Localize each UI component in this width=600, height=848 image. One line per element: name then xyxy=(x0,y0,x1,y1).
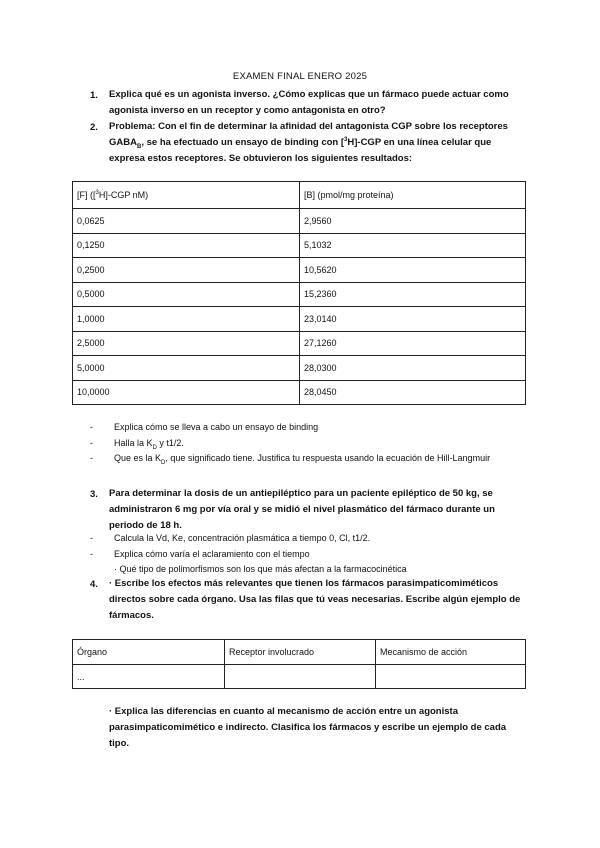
question-4-text xyxy=(109,576,549,624)
task-kd-sub: D xyxy=(152,444,157,451)
question-3-tasks xyxy=(90,531,370,562)
exam-title: EXAMEN FINAL ENERO 2025 xyxy=(232,71,368,82)
bound-concentration-cell: 2,9560 xyxy=(300,209,526,234)
question-2-line-2-end: H]-CGP en una línea celular que xyxy=(347,137,492,148)
question-1-text xyxy=(109,87,549,119)
table-row xyxy=(73,331,526,356)
bound-concentration-cell: 28,0450 xyxy=(300,380,526,405)
list-item: - Explica cómo se lleva a cabo un ensayo de binding xyxy=(90,422,319,432)
binding-data-table xyxy=(72,181,526,405)
table-row xyxy=(73,665,526,689)
question-5-line-3: tipo. xyxy=(109,738,130,749)
bound-concentration-cell: 15,2360 xyxy=(300,282,526,307)
binding-header-free-sup: 3 xyxy=(95,190,99,196)
free-concentration-cell: 0,5000 xyxy=(73,282,300,307)
question-1-line-2: agonista inverso en un receptor y como antagonista en otro? xyxy=(109,105,386,116)
free-concentration-cell: 0,1250 xyxy=(73,233,300,258)
organ-cell-receptor xyxy=(225,665,376,689)
binding-header-bound: [B] (pmol/mg proteína) xyxy=(300,182,526,209)
task-kd-b: y t1/2. xyxy=(156,437,184,448)
question-5-line-1: · Explica las diferencias en cuanto al mecanismo de acción entre un agonista xyxy=(109,706,458,717)
question-4-line-1: · Escribe los efectos más relevantes que tienen los fármacos parasimpaticomiméticos xyxy=(109,578,499,589)
bound-concentration-cell: 23,0140 xyxy=(300,307,526,332)
question-4-line-2: directos sobre cada órgano. Usa las filas que tú veas necesarias. Escribe algún ejemplo de xyxy=(109,594,521,605)
question-5-line-2: parasimpaticomimético e indirecto. Clasifica los fármacos y escribe un ejemplo de cada xyxy=(109,722,507,733)
bound-concentration-cell: 27,1260 xyxy=(300,331,526,356)
question-1-line-1: Explica qué es un agonista inverso. ¿Cómo explicas que un fármaco puede actuar como xyxy=(109,89,509,100)
question-5-text xyxy=(109,704,549,752)
table-row xyxy=(73,233,526,258)
table-row xyxy=(73,258,526,283)
table-row xyxy=(73,380,526,405)
free-concentration-cell: 0,2500 xyxy=(73,258,300,283)
organ-header-mechanism: Mecanismo de acción xyxy=(376,640,526,665)
organ-header-organ: Órgano xyxy=(73,640,225,665)
free-concentration-cell: 0,0625 xyxy=(73,209,300,234)
task-kd-meaning-b: , que significado tiene. Justifica tu respuesta usando la ecuación de Hill-Langmuir xyxy=(165,453,491,463)
organ-cell-mechanism xyxy=(376,665,526,689)
bound-concentration-cell: 5,1032 xyxy=(300,233,526,258)
list-item: - Halla la $K_D$ y t1/2. xyxy=(90,437,184,451)
free-concentration-cell: 1,0000 xyxy=(73,307,300,332)
question-2-line-1: Problema: Con el fin de determinar la afinidad del antagonista CGP sobre los receptores xyxy=(109,121,508,132)
task-binding-assay: Explica cómo se lleva a cabo un ensayo de binding xyxy=(114,422,319,432)
free-concentration-cell: 2,5000 xyxy=(73,331,300,356)
table-row xyxy=(73,209,526,234)
task-kd-meaning-sub: D xyxy=(161,459,166,466)
table-row xyxy=(73,282,526,307)
question-2-gaba-sub: B xyxy=(136,143,142,150)
organ-header-receptor: Receptor involucrado xyxy=(225,640,376,665)
question-3-line-2: administraron 6 mg por vía oral y se midió el nivel plasmático del fármaco durante un xyxy=(109,504,495,515)
task-kd-a: Halla la K xyxy=(114,437,153,448)
task-clearance: Explica cómo varía el aclaramiento con el tiempo xyxy=(114,548,310,559)
binding-header-free-a: [F] ([ xyxy=(77,190,96,200)
list-item: - Explica cómo varía el aclaramiento con el tiempo xyxy=(90,548,310,559)
free-concentration-cell: 5,0000 xyxy=(73,356,300,381)
question-2-line-3: expresa estos receptores. Se obtuvieron los siguientes resultados: xyxy=(109,153,413,164)
question-3-number: 3. xyxy=(90,489,98,500)
question-4-number: 4. xyxy=(90,579,98,590)
table-row xyxy=(73,356,526,381)
question-2-tasks xyxy=(90,420,490,467)
organ-cell: ... xyxy=(73,665,225,689)
question-2-line-2 xyxy=(109,135,549,151)
binding-header-free-b: H]-CGP nM) xyxy=(98,190,149,200)
task-polymorphisms: · Qué tipo de polimorfismos son los que más afectan a la farmacocinética xyxy=(114,564,407,574)
binding-table-header-row xyxy=(73,182,526,209)
question-4-line-3: fármacos. xyxy=(109,610,154,621)
bound-concentration-cell: 10,5620 xyxy=(300,258,526,283)
organ-table xyxy=(72,639,526,689)
free-concentration-cell: 10,0000 xyxy=(73,380,300,405)
task-kd-meaning-a: Que es la K xyxy=(114,453,162,463)
question-2-gaba: GABA xyxy=(109,137,137,148)
question-3-line-1: Para determinar la dosis de un antiepiléptico para un paciente epiléptico de 50 kg, se xyxy=(109,488,493,499)
question-2-text xyxy=(109,119,549,167)
task-pk-calc: Calcula la Vd, Ke, concentración plasmática a tiempo 0, Cl, t1/2. xyxy=(114,533,371,543)
list-item: - Calcula la Vd, Ke, concentración plasmática a tiempo 0, Cl, t1/2. xyxy=(90,533,371,543)
question-2-tritium-sup: 3 xyxy=(344,136,348,143)
organ-table-header-row xyxy=(73,640,526,665)
binding-header-free xyxy=(73,182,300,209)
question-1-number: 1. xyxy=(90,90,98,101)
question-3-text xyxy=(109,486,549,534)
question-3-line-3: periodo de 18 h. xyxy=(109,520,182,531)
table-row xyxy=(73,307,526,332)
bound-concentration-cell: 28,0300 xyxy=(300,356,526,381)
question-2-number: 2. xyxy=(90,122,98,133)
question-2-line-2-mid: , se ha efectuado un ensayo de binding con [ xyxy=(141,137,345,148)
list-item: - Que es la $K_D$, que significado tiene. Justifica tu respuesta usando la ecuación de Hill-Langmuir xyxy=(90,453,491,466)
